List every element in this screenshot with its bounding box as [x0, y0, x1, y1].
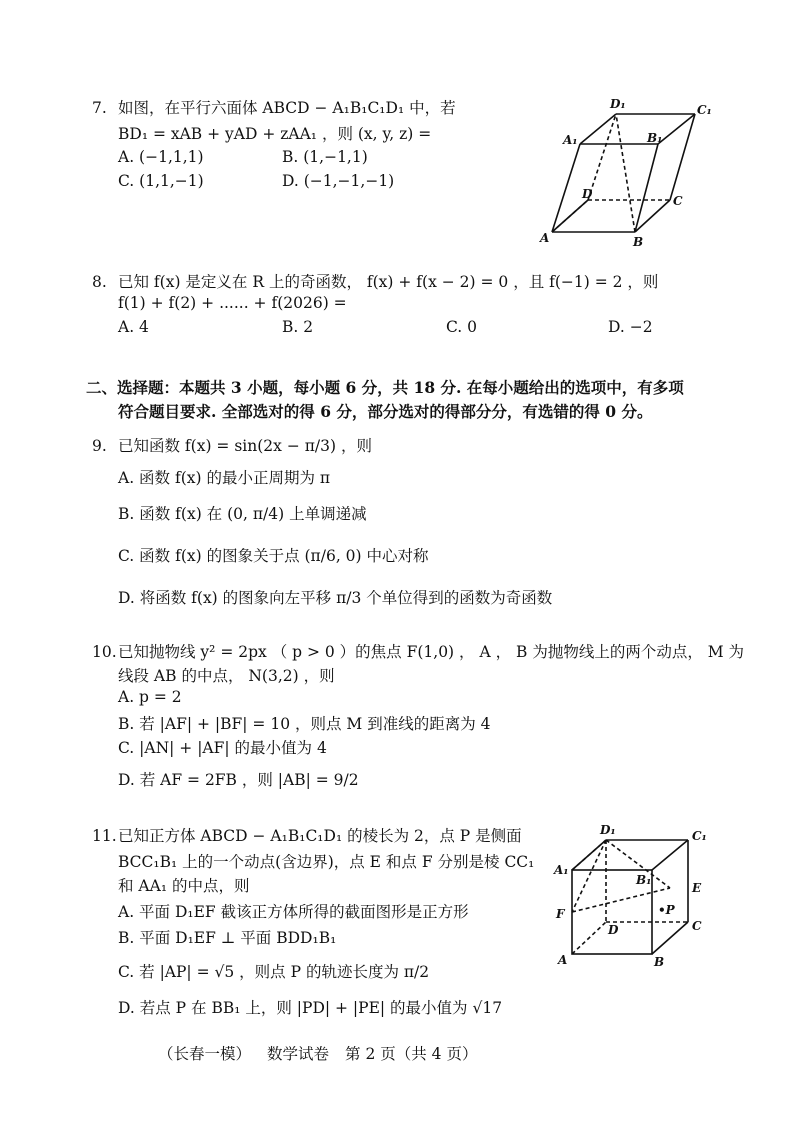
q10-stem-line1 — [92, 640, 744, 662]
footer-page: 第 2 页（共 4 页） — [345, 1045, 478, 1063]
q9-option-c: C. 函数 f(x) 的图象关于点 (π/6, 0) 中心对称 — [118, 547, 429, 565]
q9-option-b: B. 函数 f(x) 在 (0, π/4) 上单调递减 — [118, 505, 367, 523]
q7-label-c1: C₁ — [697, 103, 712, 117]
q10-option-d: D. 若 AF = 2FB ，则 |AB| = 9/2 — [118, 771, 359, 789]
q11-label-p: •P — [658, 903, 675, 917]
q11-option-a: A. 平面 D₁EF 截该正方体所得的截面图形是正方形 — [118, 903, 469, 921]
q11-label-c: C — [692, 919, 702, 933]
q11-stem-line1 — [92, 824, 522, 846]
q11-option-b: B. 平面 D₁EF ⊥ 平面 BDD₁B₁ — [118, 929, 337, 947]
q7-number: 7. — [92, 99, 107, 117]
q10-option-c: C. |AN| + |AF| 的最小值为 4 — [118, 739, 327, 757]
q11-option-d: D. 若点 P 在 BB₁ 上，则 |PD| + |PE| 的最小值为 √17 — [118, 999, 503, 1017]
q11-label-a1: A₁ — [554, 863, 569, 877]
q7-option-a: A. (−1,1,1) — [118, 148, 204, 166]
q7-label-d: D — [582, 187, 593, 201]
q11-label-a: A — [558, 953, 568, 967]
q7-label-b: B — [633, 235, 644, 249]
q11-stem2: BCC₁B₁ 上的一个动点(含边界)，点 E 和点 F 分别是棱 CC₁ — [118, 853, 535, 871]
q10-option-a: A. p = 2 — [118, 688, 182, 706]
q9-option-d: D. 将函数 f(x) 的图象向左平移 π/3 个单位得到的函数为奇函数 — [118, 589, 553, 607]
q7-option-c: C. (1,1,−1) — [118, 172, 204, 190]
q11-label-f: F — [556, 907, 565, 921]
q11-label-b1: B₁ — [636, 873, 652, 887]
q11-label-c1: C₁ — [692, 829, 707, 843]
q11-stem3: 和 AA₁ 的中点，则 — [118, 877, 250, 895]
q8-option-a: A. 4 — [118, 318, 149, 336]
q10-stem2: 线段 AB 的中点， N(3,2) ，则 — [118, 667, 335, 685]
section2-line1: 二、选择题：本题共 3 小题，每小题 6 分，共 18 分. 在每小题给出的选项中，有多项 — [86, 378, 684, 397]
q11-option-c: C. 若 |AP| = √5 ，则点 P 的轨迹长度为 π/2 — [118, 963, 430, 981]
q9-option-a: A. 函数 f(x) 的最小正周期为 π — [118, 469, 331, 487]
q7-label-d1: D₁ — [610, 97, 626, 111]
section2-line2: 符合题目要求. 全部选对的得 6 分，部分选对的得部分分，有选错的得 0 分。 — [118, 402, 653, 421]
q11-number: 11. — [92, 827, 117, 845]
q9-stem: 已知函数 f(x) = sin(2x − π/3) ，则 — [118, 437, 372, 455]
q11-cube-figure — [552, 822, 722, 972]
footer-exam: （长春一模） — [158, 1045, 252, 1063]
q10-stem1: 已知抛物线 y² = 2px （ p > 0 ）的焦点 F(1,0) ， A ， B 为抛物线上的两个动点， M 为 — [118, 643, 745, 661]
q8-option-c: C. 0 — [446, 318, 478, 336]
q8-stem2: f(1) + f(2) + ...... + f(2026) = — [118, 294, 347, 312]
q8-number: 8. — [92, 273, 107, 291]
footer-subject: 数学试卷 — [267, 1045, 330, 1063]
q8-option-b: B. 2 — [282, 318, 314, 336]
page-footer — [158, 1042, 493, 1064]
q8-stem1: 已知 f(x) 是定义在 R 上的奇函数， f(x) + f(x − 2) = 0 ，且 f(−1) = 2 ，则 — [118, 273, 659, 291]
q9-number: 9. — [92, 437, 107, 455]
q11-label-d: D — [608, 923, 619, 937]
q10-option-b: B. 若 |AF| + |BF| = 10 ，则点 M 到准线的距离为 4 — [118, 715, 491, 733]
q7-label-a1: A₁ — [563, 133, 578, 147]
q7-parallelepiped-figure — [530, 92, 710, 252]
q7-label-b1: B₁ — [647, 131, 663, 145]
q7-label-a: A — [540, 231, 550, 245]
q7-label-c: C — [673, 194, 683, 208]
q11-label-e: E — [692, 881, 702, 895]
q7-stem2: BD₁ = xAB + yAD + zAA₁ ，则 (x, y, z) = — [118, 125, 432, 143]
q8-option-d: D. −2 — [608, 318, 653, 336]
q9-stem-line — [92, 434, 372, 456]
q11-label-b: B — [654, 955, 665, 969]
q11-stem1: 已知正方体 ABCD − A₁B₁C₁D₁ 的棱长为 2，点 P 是侧面 — [118, 827, 522, 845]
q7-option-d: D. (−1,−1,−1) — [282, 172, 395, 190]
q7-stem-line1 — [92, 96, 456, 118]
q7-option-b: B. (1,−1,1) — [282, 148, 368, 166]
q7-stem1: 如图，在平行六面体 ABCD − A₁B₁C₁D₁ 中，若 — [118, 99, 456, 117]
q8-stem-line1 — [92, 270, 658, 292]
q11-label-d1: D₁ — [600, 823, 616, 837]
q10-number: 10. — [92, 643, 117, 661]
